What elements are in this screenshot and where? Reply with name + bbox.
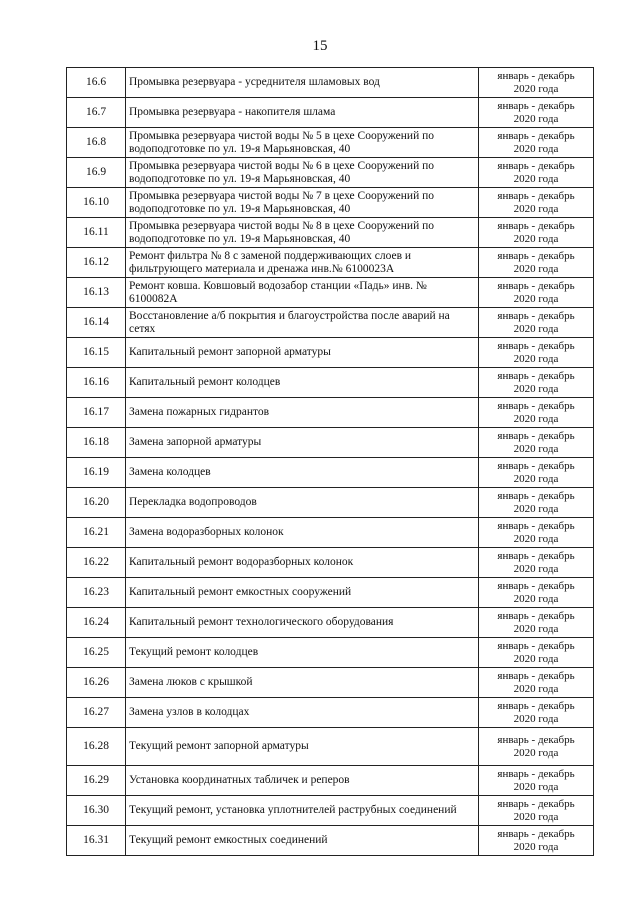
row-number: 16.11 xyxy=(67,218,126,248)
work-period: январь - декабрь 2020 года xyxy=(479,188,594,218)
row-number: 16.28 xyxy=(67,728,126,766)
table-row xyxy=(67,158,594,188)
table-row xyxy=(67,428,594,458)
work-description: Капитальный ремонт технологического оборудования xyxy=(126,608,479,638)
work-period: январь - декабрь 2020 года xyxy=(479,638,594,668)
work-period: январь - декабрь 2020 года xyxy=(479,278,594,308)
table-row xyxy=(67,68,594,98)
table-row xyxy=(67,488,594,518)
table-row xyxy=(67,668,594,698)
table-row xyxy=(67,796,594,826)
work-period: январь - декабрь 2020 года xyxy=(479,98,594,128)
work-period: январь - декабрь 2020 года xyxy=(479,518,594,548)
work-description: Ремонт ковша. Ковшовый водозабор станции «Падь» инв. № 6100082А xyxy=(126,278,479,308)
row-number: 16.27 xyxy=(67,698,126,728)
row-number: 16.12 xyxy=(67,248,126,278)
table-row xyxy=(67,638,594,668)
work-period: январь - декабрь 2020 года xyxy=(479,368,594,398)
row-number: 16.17 xyxy=(67,398,126,428)
work-period: январь - декабрь 2020 года xyxy=(479,548,594,578)
row-number: 16.13 xyxy=(67,278,126,308)
table-row xyxy=(67,766,594,796)
work-description: Промывка резервуара чистой воды № 7 в цехе Сооружений по водоподготовке по ул. 19-я Марьяновская, 40 xyxy=(126,188,479,218)
work-description: Промывка резервуара чистой воды № 5 в цехе Сооружений по водоподготовке по ул. 19-я Марьяновская, 40 xyxy=(126,128,479,158)
work-description: Текущий ремонт колодцев xyxy=(126,638,479,668)
work-plan-body xyxy=(67,68,594,856)
work-description: Замена водоразборных колонок xyxy=(126,518,479,548)
work-description: Замена пожарных гидрантов xyxy=(126,398,479,428)
table-row xyxy=(67,368,594,398)
row-number: 16.15 xyxy=(67,338,126,368)
work-description: Текущий ремонт, установка уплотнителей раструбных соединений xyxy=(126,796,479,826)
table-row xyxy=(67,698,594,728)
table-row xyxy=(67,308,594,338)
row-number: 16.26 xyxy=(67,668,126,698)
work-description: Капитальный ремонт колодцев xyxy=(126,368,479,398)
work-period: январь - декабрь 2020 года xyxy=(479,766,594,796)
row-number: 16.18 xyxy=(67,428,126,458)
row-number: 16.14 xyxy=(67,308,126,338)
table-row xyxy=(67,188,594,218)
work-period: январь - декабрь 2020 года xyxy=(479,428,594,458)
work-description: Текущий ремонт емкостных соединений xyxy=(126,826,479,856)
work-plan-table xyxy=(66,67,594,856)
work-period: январь - декабрь 2020 года xyxy=(479,158,594,188)
work-description: Перекладка водопроводов xyxy=(126,488,479,518)
work-description: Промывка резервуара чистой воды № 8 в цехе Сооружений по водоподготовке по ул. 19-я Марьяновская, 40 xyxy=(126,218,479,248)
work-period: январь - декабрь 2020 года xyxy=(479,218,594,248)
work-period: январь - декабрь 2020 года xyxy=(479,698,594,728)
row-number: 16.8 xyxy=(67,128,126,158)
work-period: январь - декабрь 2020 года xyxy=(479,578,594,608)
table-row xyxy=(67,548,594,578)
work-description: Замена люков с крышкой xyxy=(126,668,479,698)
table-row xyxy=(67,728,594,766)
row-number: 16.7 xyxy=(67,98,126,128)
work-description: Текущий ремонт запорной арматуры xyxy=(126,728,479,766)
work-period: январь - декабрь 2020 года xyxy=(479,248,594,278)
work-description: Капитальный ремонт емкостных сооружений xyxy=(126,578,479,608)
work-period: январь - декабрь 2020 года xyxy=(479,728,594,766)
table-row xyxy=(67,248,594,278)
row-number: 16.16 xyxy=(67,368,126,398)
row-number: 16.31 xyxy=(67,826,126,856)
table-row xyxy=(67,608,594,638)
table-row xyxy=(67,218,594,248)
table-row xyxy=(67,278,594,308)
work-period: январь - декабрь 2020 года xyxy=(479,608,594,638)
row-number: 16.19 xyxy=(67,458,126,488)
row-number: 16.10 xyxy=(67,188,126,218)
row-number: 16.22 xyxy=(67,548,126,578)
row-number: 16.6 xyxy=(67,68,126,98)
work-period: январь - декабрь 2020 года xyxy=(479,458,594,488)
work-period: январь - декабрь 2020 года xyxy=(479,308,594,338)
row-number: 16.24 xyxy=(67,608,126,638)
work-period: январь - декабрь 2020 года xyxy=(479,668,594,698)
row-number: 16.30 xyxy=(67,796,126,826)
row-number: 16.25 xyxy=(67,638,126,668)
work-period: январь - декабрь 2020 года xyxy=(479,338,594,368)
work-description: Установка координатных табличек и реперов xyxy=(126,766,479,796)
work-period: январь - декабрь 2020 года xyxy=(479,398,594,428)
work-description: Замена запорной арматуры xyxy=(126,428,479,458)
table-row xyxy=(67,518,594,548)
table-row xyxy=(67,98,594,128)
row-number: 16.20 xyxy=(67,488,126,518)
table-row xyxy=(67,398,594,428)
work-description: Промывка резервуара - усреднителя шламовых вод xyxy=(126,68,479,98)
work-description: Восстановление а/б покрытия и благоустройства после аварий на сетях xyxy=(126,308,479,338)
work-period: январь - декабрь 2020 года xyxy=(479,128,594,158)
row-number: 16.29 xyxy=(67,766,126,796)
work-period: январь - декабрь 2020 года xyxy=(479,488,594,518)
table-row xyxy=(67,578,594,608)
work-period: январь - декабрь 2020 года xyxy=(479,826,594,856)
work-description: Ремонт фильтра № 8 с заменой поддерживающих слоев и фильтрующего материала и дренажа инв.№ 6100023А xyxy=(126,248,479,278)
row-number: 16.23 xyxy=(67,578,126,608)
work-description: Замена колодцев xyxy=(126,458,479,488)
table-row xyxy=(67,128,594,158)
row-number: 16.21 xyxy=(67,518,126,548)
work-description: Промывка резервуара чистой воды № 6 в цехе Сооружений по водоподготовке по ул. 19-я Марьяновская, 40 xyxy=(126,158,479,188)
work-period: январь - декабрь 2020 года xyxy=(479,796,594,826)
table-row xyxy=(67,338,594,368)
page-number: 15 xyxy=(312,38,328,54)
table-row xyxy=(67,826,594,856)
row-number: 16.9 xyxy=(67,158,126,188)
work-description: Промывка резервуара - накопителя шлама xyxy=(126,98,479,128)
work-description: Капитальный ремонт запорной арматуры xyxy=(126,338,479,368)
work-period: январь - декабрь 2020 года xyxy=(479,68,594,98)
work-description: Капитальный ремонт водоразборных колонок xyxy=(126,548,479,578)
work-description: Замена узлов в колодцах xyxy=(126,698,479,728)
table-row xyxy=(67,458,594,488)
